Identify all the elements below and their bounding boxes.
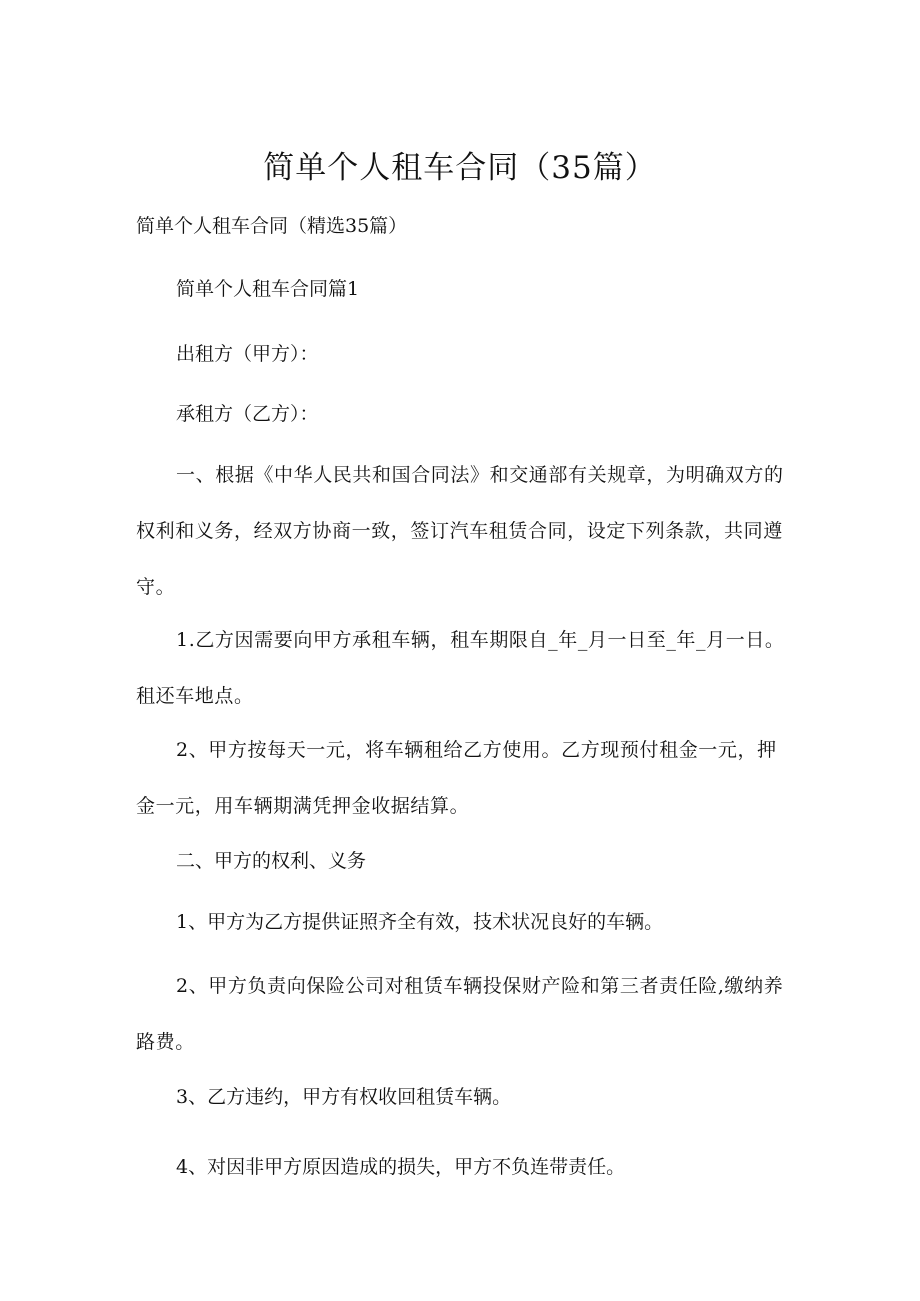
clause-two-item-4: 4、对因非甲方原因造成的损失，甲方不负连带责任。 [176,1156,626,1178]
clause-one-item-2: 2、甲方按每天一元，将车辆租给乙方使用。乙方现预付租金一元，押金一元，用车辆期满凭押金收据结算。 [136,739,777,817]
clause-two-item-3: 3、乙方违约，甲方有权收回租赁车辆。 [176,1086,512,1108]
clause-two-heading: 二、甲方的权利、义务 [176,850,367,872]
clause-one-paragraph: 一、根据《中华人民共和国合同法》和交通部有关规章，为明确双方的权利和义务，经双方协商一致，签订汽车租赁合同，设定下列条款，共同遵守。 [136,464,784,598]
clause-two-item-1: 1、甲方为乙方提供证照齐全有效，技术状况良好的车辆。 [176,911,664,933]
lessor-line: 出租方（甲方）： [176,343,319,365]
section-heading: 简单个人租车合同篇1 [176,278,360,300]
document-subtitle: 简单个人租车合同（精选35篇） [136,215,408,237]
clause-two-item-2: 2、甲方负责向保险公司对租赁车辆投保财产险和第三者责任险,缴纳养路费。 [136,975,784,1053]
document-title: 简单个人租车合同（35篇） [263,150,657,186]
lessee-line: 承租方（乙方）： [176,403,319,425]
clause-one-item-1: 1.乙方因需要向甲方承租车辆，租车期限自_年_月一日至_年_月一日。租还车地点。 [136,629,785,707]
